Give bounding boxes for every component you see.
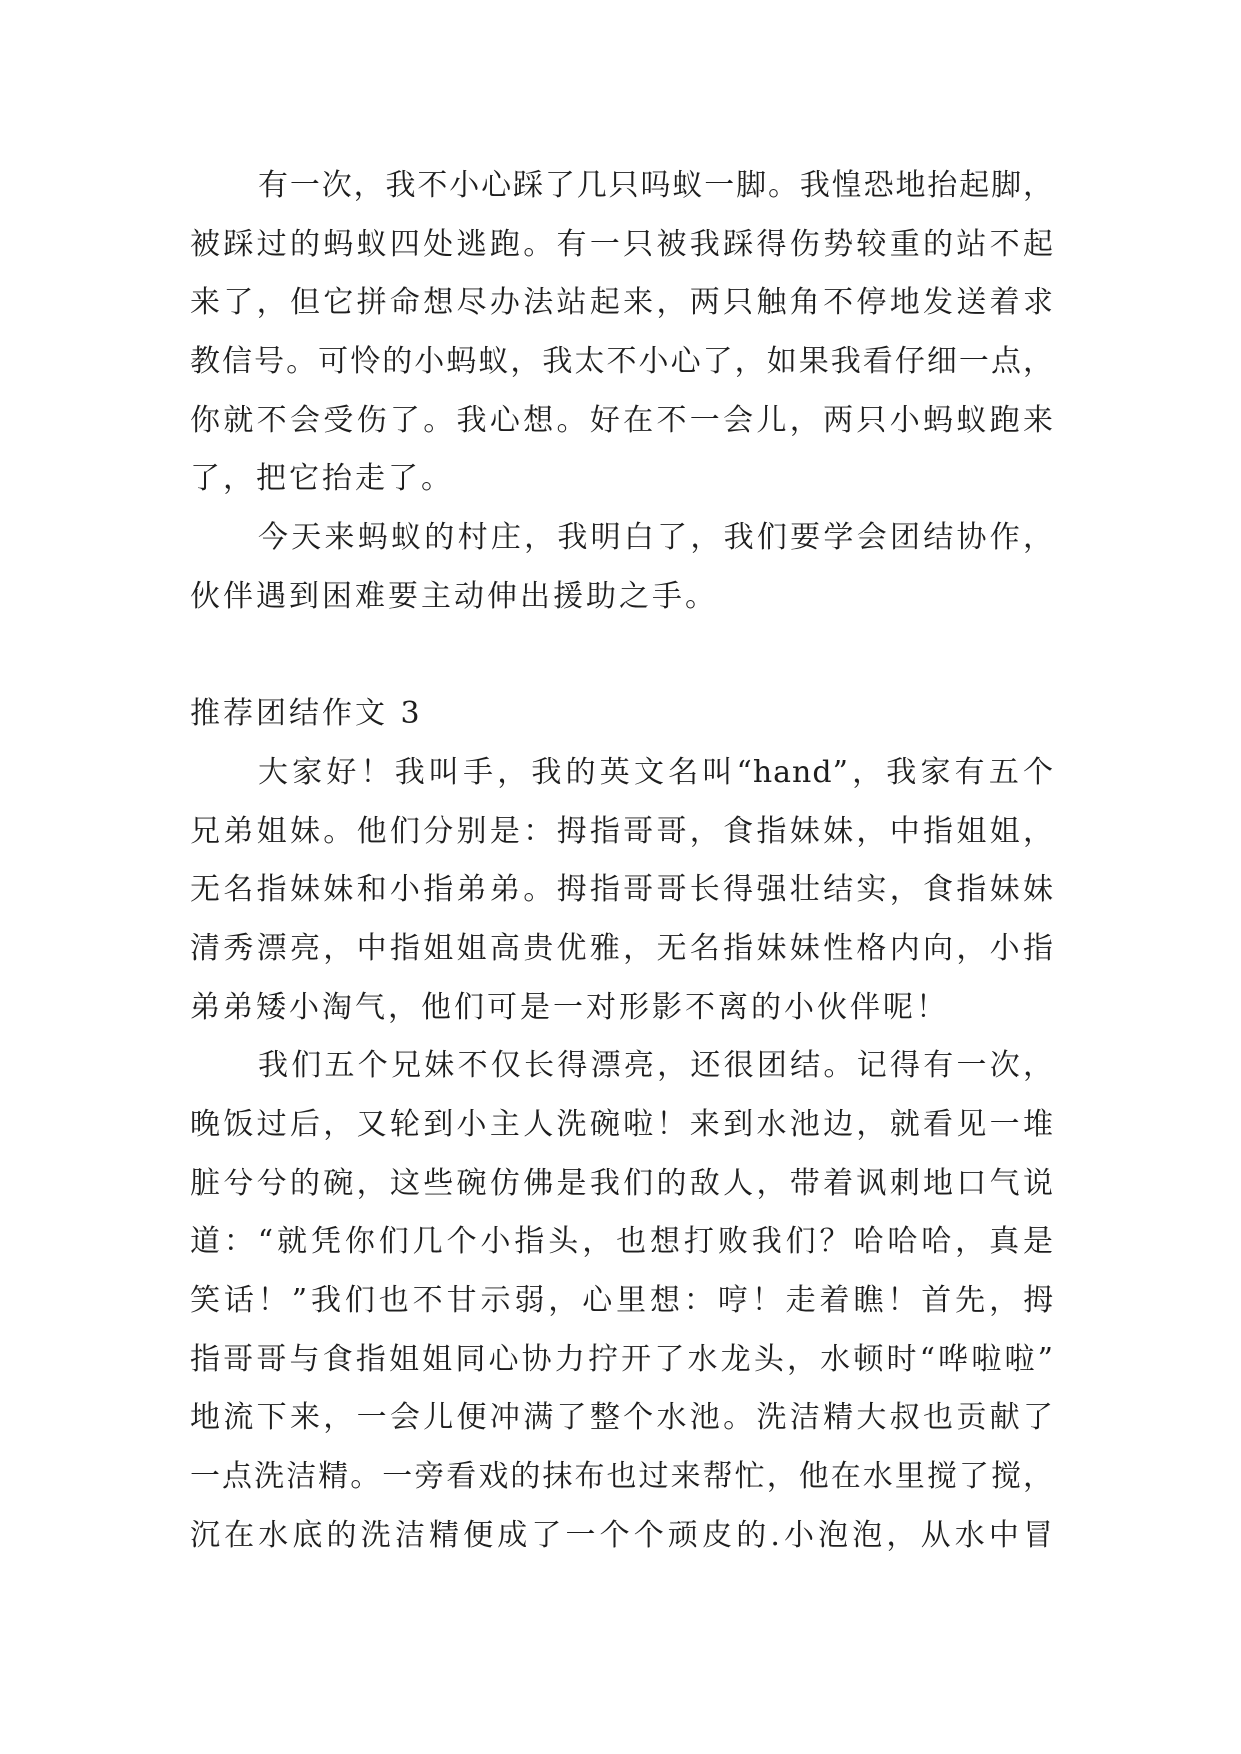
text-line: 我们五个兄妹不仅长得漂亮，还很团结。记得有一次， [258,1048,1054,1084]
text-line: 弟弟矮小淘气，他们可是一对形影不离的小伙伴呢！ [190,989,949,1025]
text-line: 有一次，我不小心踩了几只吗蚁一脚。我惶恐地抬起脚， [258,168,1054,203]
text-line: 清秀漂亮，中指姐姐高贵优雅，无名指妹妹性格内向，小指 [190,930,1054,966]
text-line: 来了，但它拼命想尽办法站起来，两只触角不停地发送着求 [190,285,1054,321]
text-line: 道：“就凭你们几个小指头，也想打败我们？哈哈哈，真是 [190,1224,1054,1260]
text-line: 兄弟姐妹。他们分别是：拇指哥哥，食指妹妹，中指姐姐， [190,813,1054,849]
text-line: 大家好！我叫手，我的英文名叫“hand”，我家有五个 [258,754,1054,790]
text-line: 笑话！”我们也不甘示弱，心里想：哼！走着瞧！首先，拇 [190,1283,1054,1319]
text-line: 一点洗洁精。一旁看戏的抹布也过来帮忙，他在水里搅了搅， [190,1459,1054,1495]
blank-line [190,627,1054,686]
paragraph [190,1037,1054,1565]
text-line: 教信号。可怜的小蚂蚁，我太不小心了，如果我看仔细一点， [190,344,1054,380]
text-line: 晚饭过后，又轮到小主人洗碗啦！来到水池边，就看见一堆 [190,1107,1054,1142]
text-line: 脏兮兮的碗，这些碗仿佛是我们的敌人，带着讽刺地口气说 [190,1165,1054,1201]
document-body [190,157,1054,1566]
text-line: 被踩过的蚂蚁四处逃跑。有一只被我踩得伤势较重的站不起 [190,226,1054,262]
paragraph [190,157,1054,509]
text-line: 伙伴遇到困难要主动伸出援助之手。 [190,578,718,614]
text-line: 了，把它抬走了。 [190,461,454,497]
text-line: 你就不会受伤了。我心想。好在不一会儿，两只小蚂蚁跑来 [190,402,1054,438]
text-line: 地流下来，一会儿便冲满了整个水池。洗洁精大叔也贡献了 [190,1400,1054,1436]
text-line: 无名指妹妹和小指弟弟。拇指哥哥长得强壮结实，食指妹妹 [190,872,1054,908]
paragraph [190,509,1054,626]
text-line: 今天来蚂蚁的村庄，我明白了，我们要学会团结协作， [258,520,1054,556]
text-line: 沉在水底的洗洁精便成了一个个顽皮的.小泡泡，从水中冒 [190,1517,1054,1553]
essay-heading: 推荐团结作文 3 [190,696,423,732]
text-line: 指哥哥与食指姐姐同心协力拧开了水龙头，水顿时“哗啦啦” [190,1341,1054,1377]
paragraph [190,744,1054,1037]
